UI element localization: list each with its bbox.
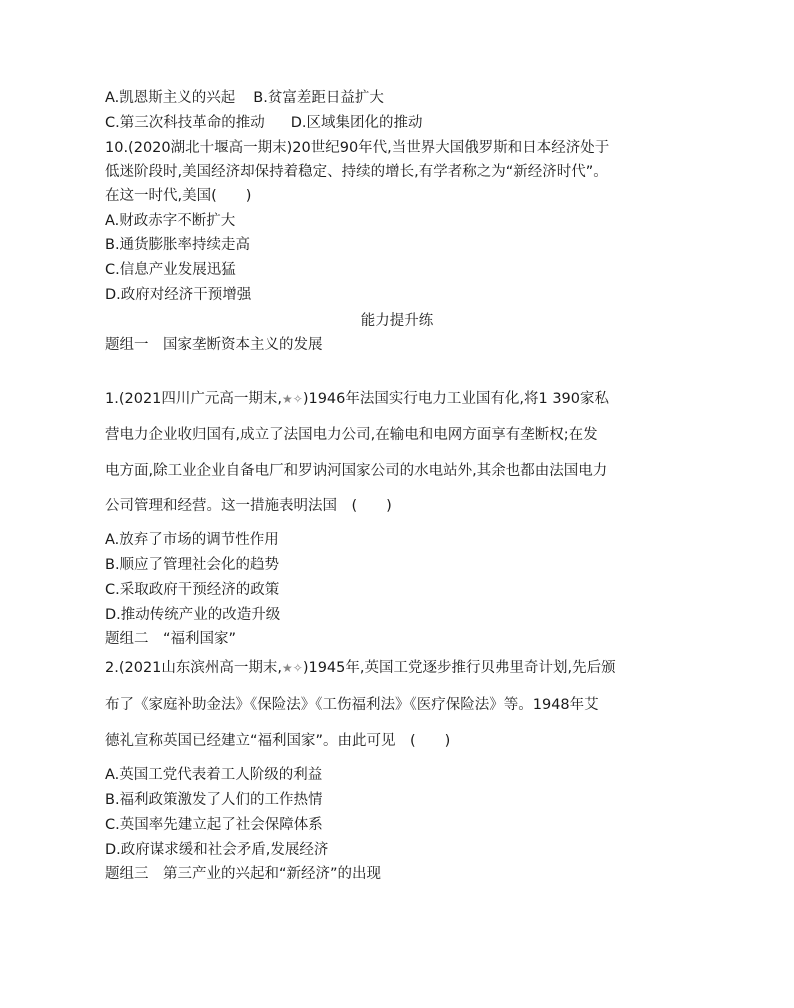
group1-title: 题组一 国家垄断资本主义的发展 [105, 337, 323, 353]
q10-option-d: D.政府对经济干预增强 [105, 287, 252, 303]
option-d: D.区域集团化的推动 [290, 115, 423, 131]
option-c: C.第三次科技革命的推动 [105, 115, 265, 131]
q1-stem-line3: 电方面,除工业企业自备电厂和罗讷河国家公司的水电站外,其余也都由法国电力 [105, 463, 608, 479]
group2-title: 题组二 “福利国家” [105, 631, 237, 647]
q1-option-c: C.采取政府干预经济的政策 [105, 582, 280, 598]
q10-stem-line1: 10.(2020湖北十堰高一期末)20世纪90年代,当世界大国俄罗斯和日本经济处于 [105, 140, 610, 156]
q10-option-c: C.信息产业发展迅猛 [105, 262, 236, 278]
q1-option-b: B.顺应了管理社会化的趋势 [105, 557, 280, 573]
q10-option-a: A.财政赤字不断扩大 [105, 213, 236, 229]
q2-option-c: C.英国率先建立起了社会保障体系 [105, 817, 323, 833]
q1-option-d: D.推动传统产业的改造升级 [105, 607, 281, 623]
difficulty-star-icon: ★✧ [282, 661, 303, 675]
q1-option-a: A.放弃了市场的调节性作用 [105, 532, 279, 548]
q2-option-b: B.福利政策激发了人们的工作热情 [105, 792, 323, 808]
option-a: A.凯恩斯主义的兴起 [105, 90, 236, 106]
q1-stem-line2: 营电力企业收归国有,成立了法国电力公司,在输电和电网方面享有垄断权;在发 [105, 427, 598, 443]
q10-stem-line2: 低迷阶段时,美国经济却保持着稳定、持续的增长,有学者称之为“新经济时代”。 [105, 164, 608, 180]
q2-stem-line2: 布了《家庭补助金法》《保险法》《工伤福利法》《医疗保险法》等。1948年艾 [105, 697, 599, 713]
q2-stem-line3: 德礼宣称英国已经建立“福利国家”。由此可见 ( ) [105, 733, 451, 749]
prev-question-options-ab [105, 88, 384, 108]
q2-option-d: D.政府谋求缓和社会矛盾,发展经济 [105, 842, 329, 858]
difficulty-star-icon: ★✧ [282, 392, 303, 406]
q2-stem-line1: 2.(2021山东滨州高一期末,★✧)1945年,英国工党逐步推行贝弗里奇计划,先后颁 [105, 660, 616, 676]
option-b: B.贫富差距日益扩大 [253, 90, 384, 106]
q10-option-b: B.通货膨胀率持续走高 [105, 237, 251, 253]
q1-stem-line4: 公司管理和经营。这一措施表明法国 ( ) [105, 498, 392, 514]
group3-title: 题组三 第三产业的兴起和“新经济”的出现 [105, 866, 382, 882]
q1-stem-line1: 1.(2021四川广元高一期末,★✧)1946年法国实行电力工业国有化,将1 390家私 [105, 391, 610, 407]
prev-question-options-cd [105, 113, 423, 133]
section-title: 能力提升练 [360, 313, 434, 329]
q10-stem-line3: 在这一时代,美国( ) [105, 188, 252, 204]
q2-option-a: A.英国工党代表着工人阶级的利益 [105, 767, 323, 783]
